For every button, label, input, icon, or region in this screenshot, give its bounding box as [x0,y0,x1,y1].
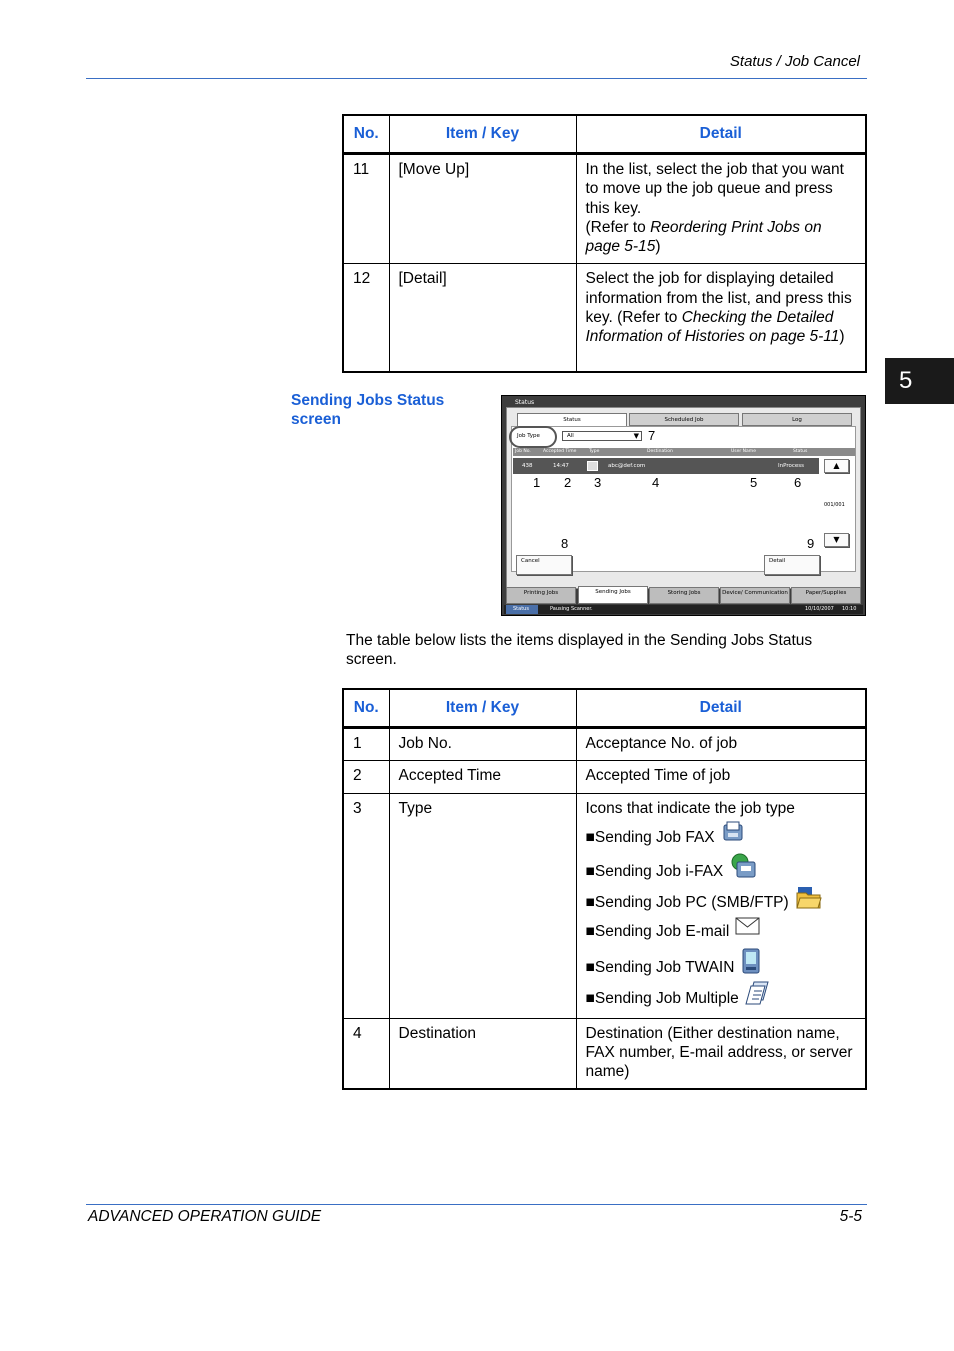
row-detail: Accepted Time of job [576,761,866,793]
row-detail: Acceptance No. of job [576,728,866,761]
callout-circle [509,426,557,448]
type-icon [587,461,598,471]
list-item [586,884,857,916]
callout-5: 5 [750,475,758,490]
callout-8: 8 [561,536,569,551]
detail-text: Icons that indicate the job type [585,799,795,817]
bullet-text: ■Sending Job Multiple [585,989,739,1007]
table-row [343,761,866,793]
detail-text: In the list, select the job that you want to move up the job queue and press this key. [585,161,844,217]
row-key: Accepted Time [389,761,576,793]
section-title: Sending Jobs Status screen [291,392,445,429]
row-key: [Detail] [389,264,576,372]
bullet-text: ■Sending Job PC (SMB/FTP) [585,893,789,911]
status-date: 10/10/2007 [805,606,834,612]
row-key: Job No. [389,728,576,761]
running-header: Status / Job Cancel [729,53,860,70]
table-header-row [343,115,866,154]
callout-9: 9 [807,536,815,551]
list-item [586,820,857,852]
job-type-label: Job Type [517,433,540,439]
callout-6: 6 [794,475,802,490]
page-counter: 001/001 [824,502,845,508]
detail-ref-suffix: ) [839,328,845,346]
detail-ref-suffix: ) [655,238,661,256]
row-job-no: 438 [522,463,533,469]
row-no: 11 [343,154,389,264]
tab-paper-supplies[interactable]: Paper/Supplies [791,587,861,604]
table-header-row [343,689,866,728]
bullet-text: ■Sending Job i-FAX [585,862,724,880]
header-rule [86,78,867,79]
col-header-item-key: Item / Key [389,689,576,728]
row-time: 14:47 [553,463,569,469]
key-table-continued [342,114,867,373]
detail-text: Select the job for displaying detailed information from the list, and press this key. (Refer to [585,270,852,327]
tab-device-communication[interactable]: Device/ Communication [720,587,790,604]
col-job-no: Job No. [515,449,531,454]
multiple-documents-icon [745,980,771,1018]
callout-1: 1 [533,475,541,490]
callout-3: 3 [594,475,602,490]
screen-title: Status [515,399,535,406]
status-bar-label: Status [513,606,529,612]
cancel-button[interactable]: Cancel [516,555,572,575]
move-up-button[interactable] [824,459,849,473]
row-detail: Destination (Either destination name, FAX number, E-mail address, or server name) [576,1018,866,1089]
row-destination: abc@def.com [608,463,646,469]
job-type-select[interactable] [562,431,642,441]
col-type: Type [589,449,600,454]
row-no: 3 [343,793,389,1018]
bullet-text: ■Sending Job TWAIN [585,958,735,976]
screen-panel [506,407,861,589]
col-header-detail: Detail [576,115,866,154]
folder-icon [795,884,823,922]
list-item [586,948,857,980]
footer-rule [86,1204,867,1205]
row-detail [576,793,866,1018]
row-detail [576,264,866,372]
tab-printing-jobs[interactable]: Printing Jobs [506,587,576,604]
detail-ref-prefix: (Refer to [585,218,651,236]
col-header-item-key: Item / Key [389,115,576,154]
envelope-icon [735,916,761,948]
footer-guide-title: ADVANCED OPERATION GUIDE [88,1208,322,1225]
col-user-name: User Name [731,449,756,454]
table-row[interactable] [513,458,819,474]
chapter-tab: 5 [885,358,954,404]
col-accepted-time: Accepted Time [543,449,577,454]
row-no: 12 [343,264,389,372]
table-row [343,264,866,372]
list-item [586,852,857,884]
detail-ref-link: Reordering Print Jobs on page 5-15 [585,218,822,256]
row-no: 2 [343,761,389,793]
detail-button[interactable]: Detail [764,555,820,575]
status-bar [504,605,863,614]
tab-status[interactable]: Status [517,413,627,427]
row-detail [576,154,866,264]
col-destination: Destination [647,449,673,454]
col-status: Status [793,449,808,454]
row-no: 1 [343,728,389,761]
tab-storing-jobs[interactable]: Storing Jobs [649,587,719,604]
arrow-down-icon: ▼ [833,535,840,544]
bullet-text: ■Sending Job FAX [585,828,715,846]
sending-jobs-status-screen [501,395,866,616]
fax-icon [721,820,747,856]
col-header-no: No. [343,115,389,154]
status-time: 10:10 [842,606,857,612]
bullet-text: ■Sending Job E-mail [585,922,730,940]
col-header-detail: Detail [576,689,866,728]
table-row [343,728,866,761]
table-row [343,793,866,1018]
job-type-value: All [567,433,574,439]
tab-sending-jobs[interactable]: Sending Jobs [578,586,648,604]
tab-scheduled-job[interactable]: Scheduled Job [629,413,739,426]
callout-4: 4 [652,475,660,490]
table-row [343,1018,866,1089]
row-status: InProcess [778,463,804,469]
callout-2: 2 [564,475,572,490]
items-table [342,688,867,1090]
footer-page-number: 5-5 [839,1208,862,1225]
row-key: Type [389,793,576,1018]
detail-ref-link: Checking the Detailed Information of Histories on page 5-11 [585,309,840,346]
status-message: Pausing Scanner. [550,606,593,612]
table-row [343,154,866,264]
move-down-button[interactable] [824,533,849,547]
list-header [513,448,855,456]
intro-paragraph: The table below lists the items displayed in the Sending Jobs Status screen. [346,632,813,669]
arrow-up-icon: ▲ [833,461,840,470]
row-no: 4 [343,1018,389,1089]
row-key: [Move Up] [389,154,576,264]
row-key: Destination [389,1018,576,1089]
tab-log[interactable]: Log [742,413,852,426]
col-header-no: No. [343,689,389,728]
list-item [586,980,857,1012]
callout-7: 7 [648,428,656,443]
chevron-down-icon: ▼ [633,432,639,440]
